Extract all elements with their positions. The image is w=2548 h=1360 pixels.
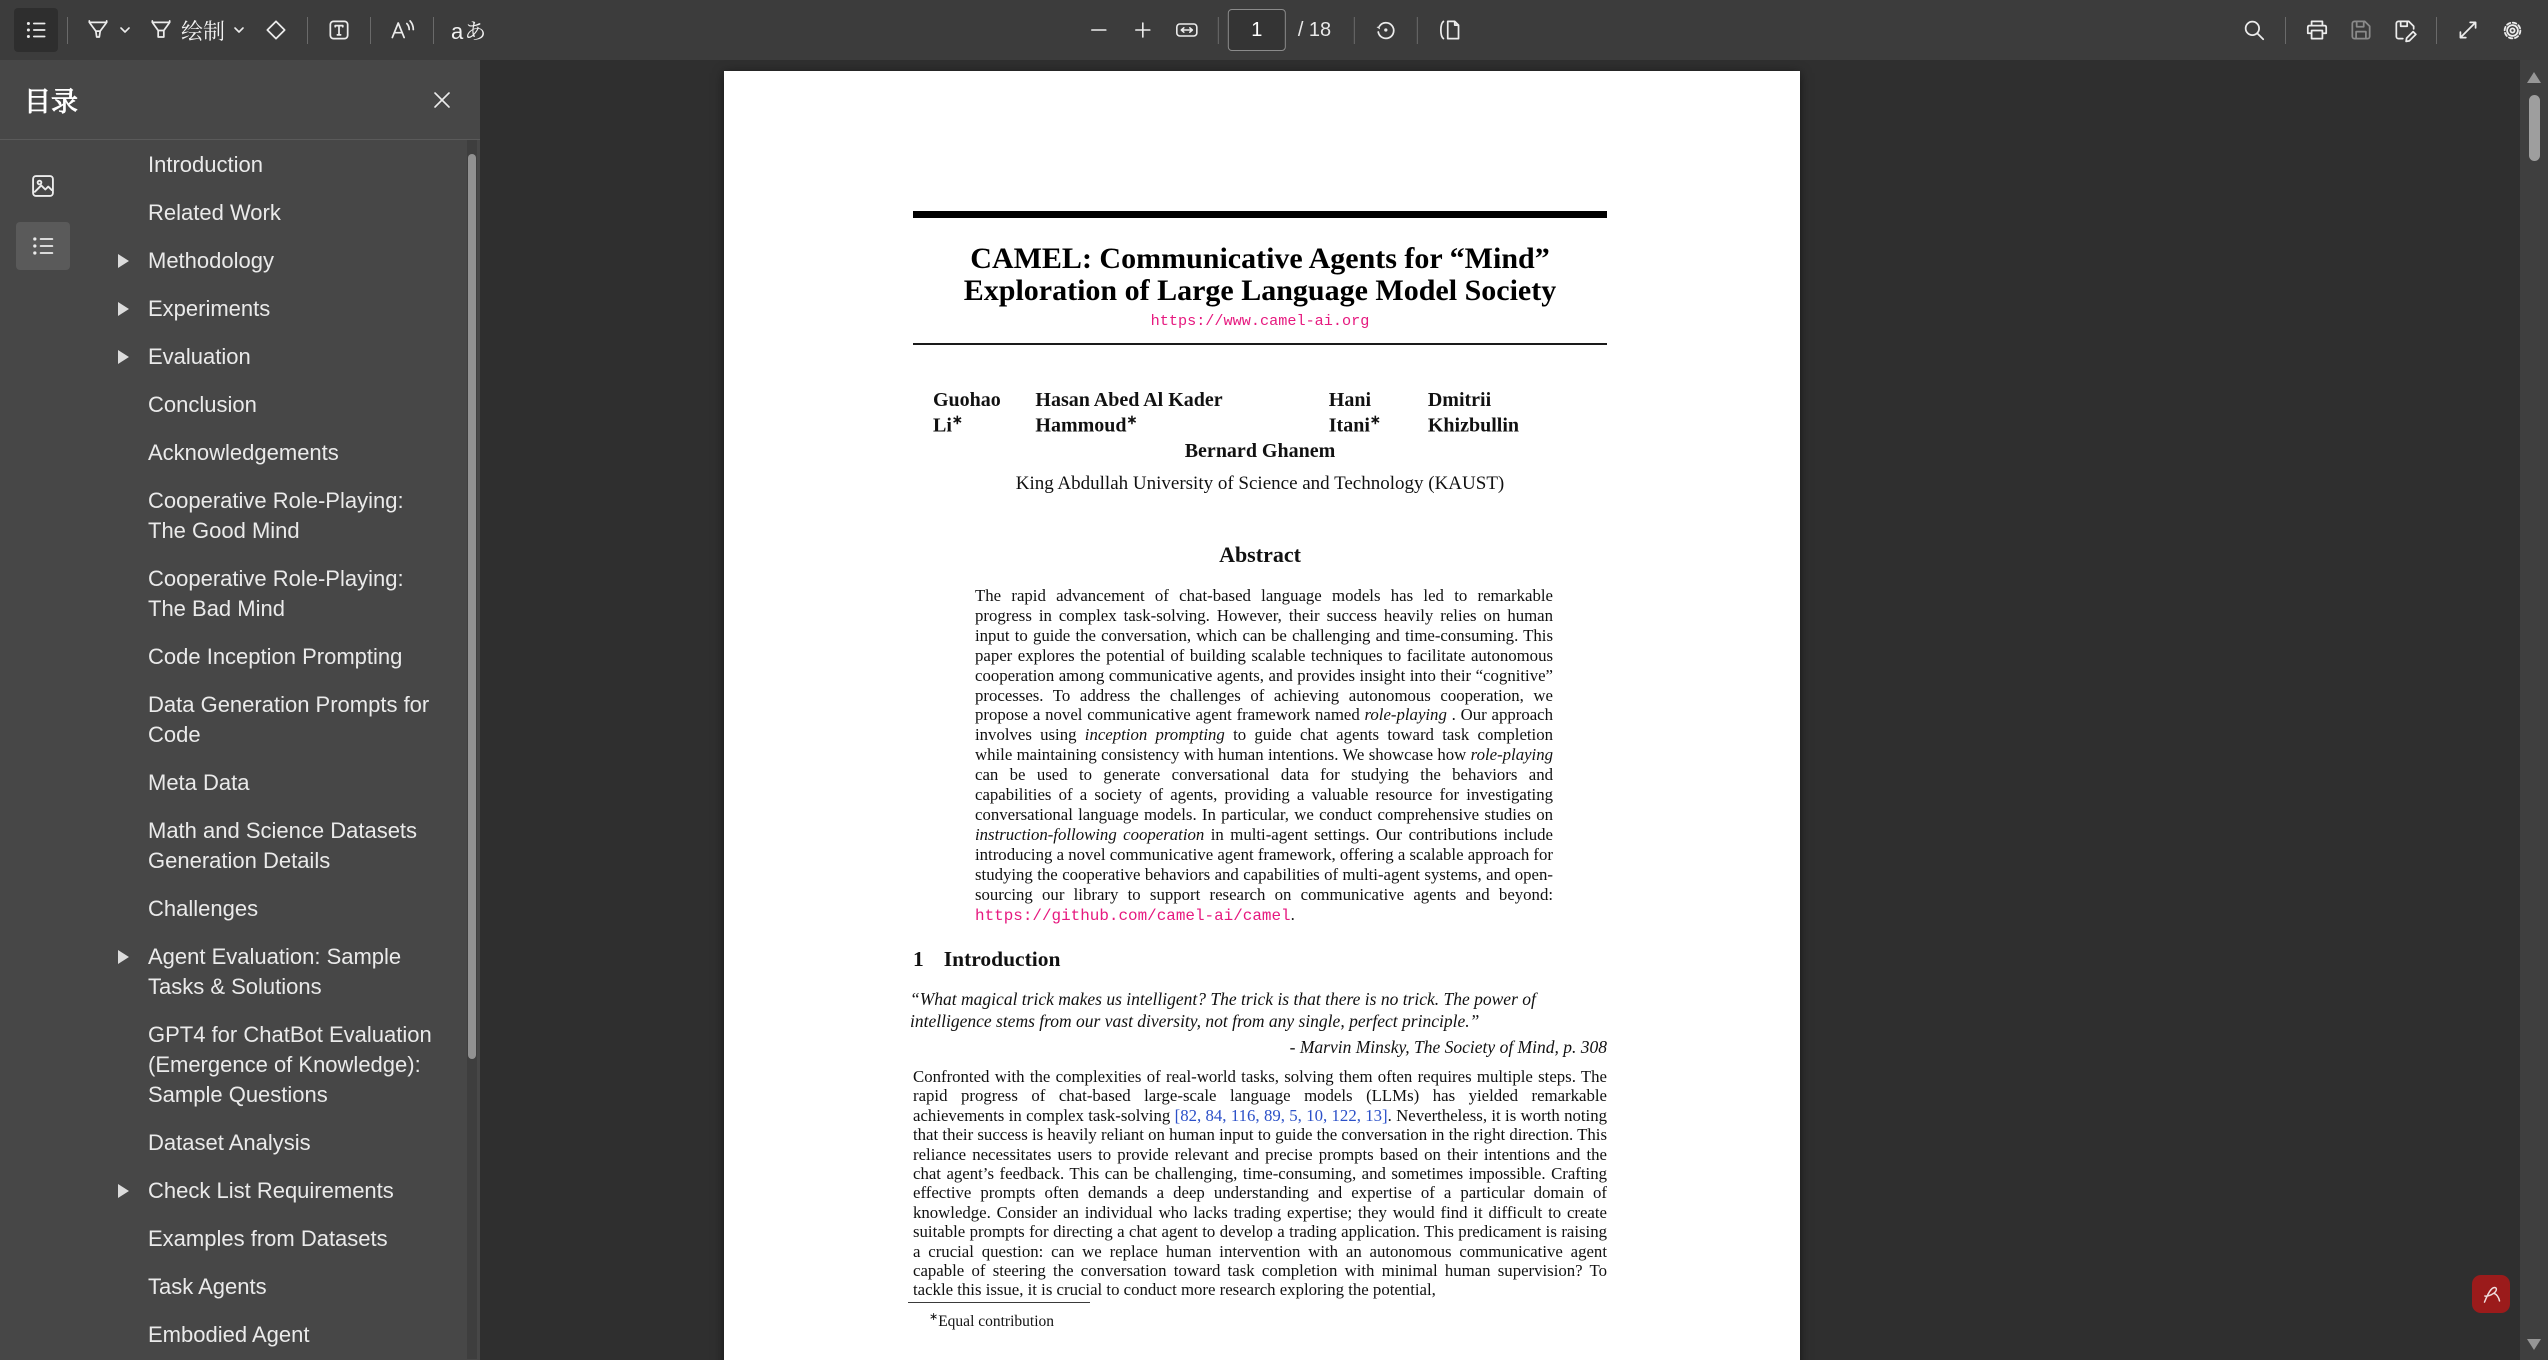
epigraph-quote: “What magical trick makes us intelligent? The trick is that there is no trick. The power of intelligence stems from our vast diversity, not from any single, perfect principle.” — [910, 989, 1536, 1031]
footnote-rule — [908, 1302, 1090, 1303]
settings-button[interactable] — [2490, 8, 2534, 52]
fit-width-button[interactable] — [1165, 8, 1209, 52]
toolbar-separator — [307, 17, 308, 44]
thumbnails-icon — [29, 172, 57, 200]
page-view-button[interactable] — [1427, 8, 1471, 52]
toc-item[interactable] — [148, 198, 443, 228]
abstract-text: The rapid advancement of chat-based language models has led to remarkable progress in complex task-solving. However, their success heavily relies on human input to guide the conversation, which can be challenging and time-consuming. This paper explores the potential of building scalable techniques to facilitate autonomous cooperation among communicative agents, and provides insight into their “cognitive” processes. To address the challenges of achieving autonomous cooperation, we propose a novel communicative agent framework named role-playing . Our approach involves using inception prompting to guide chat agents toward task completion while maintaining consistency with human intentions. We showcase how role-playing can be used to generate conversational data for studying the behaviors and capabilities of a society of agents, providing a valuable resource for investigating conversational language models. In particular, we conduct comprehensive studies on instruction-following cooperation in multi-agent settings. Our contributions include introducing a novel communicative agent framework, offering a scalable approach for studying the cooperative behaviors and capabilities of multi-agent systems, and open-sourcing our library to support research on communicative agents and beyond: https://github.com/camel-ai/camel. — [975, 586, 1554, 925]
toc-item-label: Code Inception Prompting — [148, 644, 403, 669]
rotate-icon — [1373, 17, 1399, 43]
toc-item-label: Dataset Analysis — [148, 1130, 311, 1155]
expand-triangle-icon[interactable] — [118, 302, 129, 316]
eraser-icon — [263, 17, 289, 43]
toc-body — [0, 140, 480, 1359]
translate-button[interactable] — [443, 8, 495, 52]
highlighter-tool-button[interactable] — [140, 8, 254, 52]
toc-item[interactable] — [148, 1128, 443, 1158]
fullscreen-icon — [2455, 17, 2481, 43]
toc-item[interactable] — [148, 816, 443, 876]
toc-item-label: Agent Evaluation: Sample Tasks & Solutions — [148, 944, 402, 999]
toolbar-separator — [1218, 17, 1219, 44]
toc-item-label: Examples from Datasets — [148, 1226, 388, 1251]
expand-triangle-icon[interactable] — [118, 1184, 129, 1198]
toc-item-label: Related Work — [148, 200, 281, 225]
toc-list — [85, 140, 480, 1359]
toc-item-label: Conclusion — [148, 392, 257, 417]
print-button[interactable] — [2295, 8, 2339, 52]
scroll-up-arrow[interactable] — [2527, 72, 2541, 83]
minus-icon — [1087, 18, 1111, 42]
toc-item[interactable] — [148, 768, 443, 798]
toc-item[interactable] — [148, 1320, 443, 1350]
plus-icon — [1131, 18, 1155, 42]
zoom-in-button[interactable] — [1121, 8, 1165, 52]
toc-item[interactable] — [148, 1272, 443, 1302]
printer-icon — [2304, 17, 2330, 43]
author-name: Bernard Ghanem — [1184, 440, 1336, 462]
paper-title: CAMEL: Communicative Agents for “Mind” Exploration of Large Language Model Society — [963, 242, 1557, 307]
toc-title: 目录 — [24, 87, 78, 117]
toc-item[interactable] — [148, 642, 443, 672]
close-sidebar-button[interactable] — [422, 80, 462, 120]
epigraph-attribution: - Marvin Minsky, The Society of Mind, p. 308 — [1289, 1037, 1607, 1057]
author-name: Hasan Abed Al Kader Hammoud∗ — [1035, 389, 1223, 437]
read-aloud-icon — [388, 17, 416, 43]
eraser-tool-button[interactable] — [254, 8, 298, 52]
pen-tool-button[interactable] — [77, 8, 140, 52]
scrollbar-thumb[interactable] — [2529, 95, 2540, 161]
toolbar-separator — [433, 17, 434, 44]
toc-scrollbar-thumb[interactable] — [468, 154, 476, 1059]
thumbnails-tab-button[interactable] — [16, 162, 70, 210]
expand-triangle-icon[interactable] — [118, 950, 129, 964]
close-icon — [430, 88, 454, 112]
toolbar-separator — [67, 17, 68, 44]
toc-item[interactable] — [148, 390, 443, 420]
toc-item[interactable] — [148, 438, 443, 468]
highlighter-icon — [148, 17, 174, 43]
toc-item[interactable] — [148, 942, 443, 1002]
toc-item-label: Challenges — [148, 896, 259, 921]
toolbar-separator — [370, 17, 371, 44]
toolbar-center-group — [1077, 8, 1471, 52]
expand-triangle-icon[interactable] — [118, 254, 129, 268]
save-as-icon — [2392, 17, 2418, 43]
title-rule-bottom — [913, 343, 1607, 345]
document-canvas — [480, 60, 2520, 1360]
toolbar-separator — [2436, 17, 2437, 44]
toc-toggle-button[interactable] — [14, 8, 58, 52]
toc-item-label: Evaluation — [148, 344, 251, 369]
zoom-out-button[interactable] — [1077, 8, 1121, 52]
save-as-button[interactable] — [2383, 8, 2427, 52]
footnote: ∗Equal contribution — [929, 1311, 1055, 1331]
scroll-down-arrow[interactable] — [2527, 1339, 2541, 1350]
toc-item-label: Cooperative Role-Playing: The Good Mind — [148, 488, 404, 543]
chevron-down-icon — [232, 23, 246, 37]
open-in-acrobat-button[interactable] — [2472, 1275, 2510, 1313]
toc-item[interactable] — [148, 246, 443, 276]
toc-item-label: Methodology — [148, 248, 274, 273]
search-button[interactable] — [2232, 8, 2276, 52]
toc-item-label: Experiments — [148, 296, 271, 321]
toc-item-label: Math and Science Datasets Generation Details — [148, 818, 418, 873]
toc-item[interactable] — [148, 1176, 443, 1206]
sidebar-rail — [0, 140, 85, 1359]
page-view-icon — [1435, 17, 1463, 43]
toc-item[interactable] — [148, 690, 443, 750]
contents-tab-button[interactable] — [16, 222, 70, 270]
add-text-button[interactable] — [317, 8, 361, 52]
draw-label: 绘制 — [181, 18, 226, 44]
pen-icon — [85, 17, 111, 43]
expand-triangle-icon[interactable] — [118, 350, 129, 364]
toc-item-label: Task Agents — [148, 1274, 267, 1299]
toc-item[interactable] — [148, 1020, 443, 1110]
page-count-label: / 18 — [1297, 18, 1332, 41]
toc-item-label: Data Generation Prompts for Code — [148, 692, 430, 747]
acrobat-icon — [2478, 1281, 2504, 1307]
save-icon — [2348, 17, 2374, 43]
author-name: Guohao Li∗ — [933, 389, 1001, 437]
toc-item-label: Cooperative Role-Playing: The Bad Mind — [148, 566, 404, 621]
toolbar-separator — [2285, 17, 2286, 44]
section-heading: 1 Introduction — [913, 947, 1061, 971]
toc-item-label: Introduction — [148, 152, 263, 177]
toc-item[interactable] — [148, 150, 443, 180]
toolbar-separator — [1354, 17, 1355, 44]
toc-item[interactable] — [148, 486, 443, 546]
translate-icon: aあ — [451, 18, 488, 44]
toc-item[interactable] — [148, 294, 443, 324]
save-button[interactable] — [2339, 8, 2383, 52]
intro-paragraph: Confronted with the complexities of real-world tasks, solving them often requires multiple steps. The rapid progress of chat-based large-scale language models (LLMs) has yielded remarkable achievements in complex task-solving [82, 84, 116, 89, 5, 10, 122, 13]. Nevertheless, it is worth noting that their success is heavily reliant on human input to guide the conversation in the right direction. This reliance necessitates users to provide relevant and precise prompts based on their intentions and the chat agent’s feedback. This can be challenging, time-consuming, and sometimes impossible. Crafting effective prompts often demands a deep understanding and expertise of a particular domain of knowledge. Consider an individual who lacks trading expertise; they would find it difficult to create suitable prompts for directing a chat agent to develop a trading application. This predicament is raising a crucial question: can we replace human intervention with an autonomous communicative agent capable of steering the conversation toward task completion with minimal human supervision? To tackle this issue, it is crucial to conduct more research exploring the potential, — [913, 1067, 1607, 1300]
chevron-down-icon — [118, 23, 132, 37]
pdf-toolbar — [0, 0, 2548, 60]
toolbar-right-group — [2232, 8, 2534, 52]
toc-list-icon — [29, 232, 57, 260]
toc-item-label: Check List Requirements — [148, 1178, 394, 1203]
toolbar-separator — [1417, 17, 1418, 44]
rotate-button[interactable] — [1364, 8, 1408, 52]
toc-list-icon — [23, 17, 49, 43]
abstract-heading: Abstract — [1219, 542, 1301, 567]
toc-item[interactable] — [148, 342, 443, 372]
author-name: Hani Itani∗ — [1328, 389, 1381, 437]
toc-item-label: Embodied Agent — [148, 1322, 310, 1347]
search-icon — [2241, 17, 2267, 43]
author-name: Dmitrii Khizbullin — [1427, 389, 1519, 437]
toc-item-label: Meta Data — [148, 770, 250, 795]
gear-icon — [2499, 17, 2526, 44]
read-aloud-button[interactable] — [380, 8, 424, 52]
fullscreen-button[interactable] — [2446, 8, 2490, 52]
paper-site-link[interactable]: https://www.camel-ai.org — [1150, 312, 1370, 330]
toc-item[interactable] — [148, 564, 443, 624]
add-text-icon — [326, 17, 352, 43]
toc-item[interactable] — [148, 894, 443, 924]
toc-sidebar — [0, 60, 480, 1360]
pdf-page-1 — [724, 71, 1800, 1360]
document-scrollbar[interactable] — [2520, 60, 2548, 1360]
affiliation: King Abdullah University of Science and Technology (KAUST) — [1015, 473, 1505, 494]
title-rule-top — [913, 211, 1607, 218]
toc-item-label: Acknowledgements — [148, 440, 339, 465]
toc-item[interactable] — [148, 1224, 443, 1254]
toc-item-label: GPT4 for ChatBot Evaluation (Emergence of Knowledge): Sample Questions — [148, 1022, 432, 1107]
page-number-input[interactable] — [1228, 9, 1286, 51]
toc-header — [0, 60, 480, 140]
toolbar-left-group — [14, 8, 495, 52]
fit-width-icon — [1173, 18, 1201, 42]
author-list — [913, 389, 1607, 438]
